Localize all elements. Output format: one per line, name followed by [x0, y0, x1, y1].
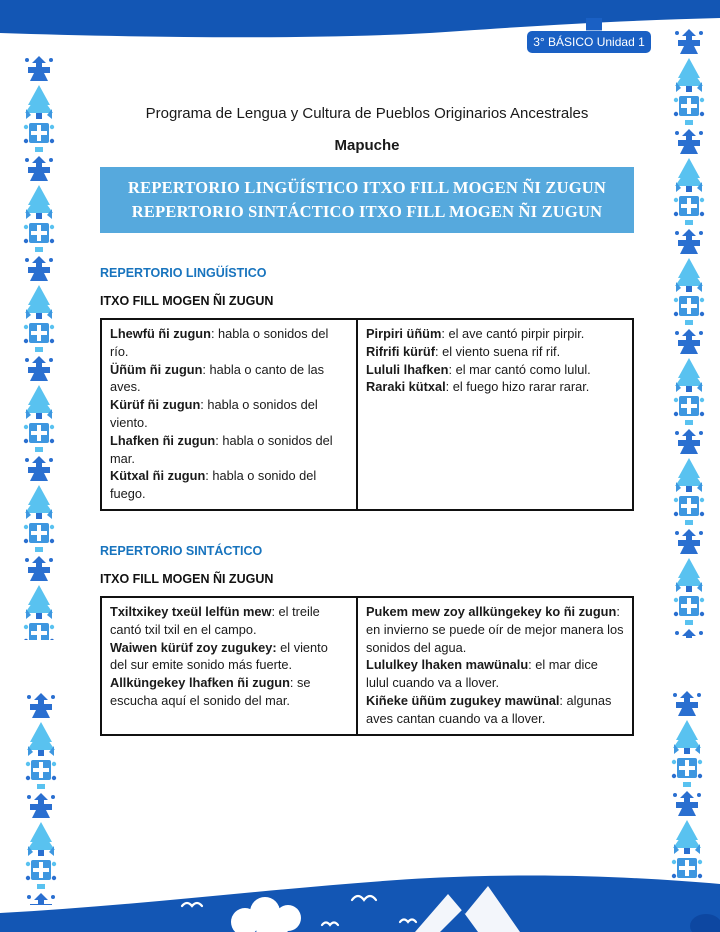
table-entry: Raraki kütxal: el fuego hizo rarar rarar. — [366, 379, 590, 395]
syntactic-repertoire-table — [100, 596, 634, 736]
table-entry: Txiltxikey txeül lelfün mew: el treile cantó txil txil en el campo. — [110, 603, 320, 637]
table-entry: Üñüm ñi zugun: habla o canto de las aves. — [110, 361, 325, 395]
table-entry: Pirpiri üñüm: el ave cantó pirpir pirpir. — [366, 326, 585, 341]
linguistic-repertoire-table — [100, 318, 634, 511]
bottom-landscape-band — [0, 870, 720, 932]
table-entry: Waiwen kürüf zoy zugukey: el viento del sur emite sonido más fuerte. — [110, 639, 328, 673]
table-cell-right — [358, 598, 632, 734]
table-entry: Lhewfü ñi zugun: habla o sonidos del río. — [110, 326, 329, 359]
table-entry: Kürüf ñi zugun: habla o sonidos del viento. — [110, 397, 318, 430]
right-border-ornament-top — [672, 28, 706, 638]
section-subheading-sintactico: ITXO FILL MOGEN ÑI ZUGUN — [100, 571, 274, 586]
main-content — [100, 0, 634, 736]
banner-line-2: REPERTORIO SINTÁCTICO ITXO FILL MOGEN ÑI ZUGUN — [131, 202, 603, 221]
table-entry: Rifrifi kürüf: el viento suena rif rif. — [366, 343, 561, 359]
table-entry: Lululkey lhaken mawünalu: el mar dice lulul cuando va a llover. — [366, 657, 598, 691]
left-border-ornament-top — [22, 55, 56, 640]
unit-badge-label: 3° BÁSICO Unidad 1 — [533, 35, 645, 49]
banner-line-1: REPERTORIO LINGÜÍSTICO ITXO FILL MOGEN ÑI ZUGUN — [128, 178, 606, 197]
table-cell-left — [102, 598, 358, 734]
section-heading-sintactico: REPERTORIO SINTÁCTICO — [100, 543, 263, 558]
table-entry: Kütxal ñi zugun: habla o sonido del fuego. — [110, 468, 317, 502]
table-cell-right — [358, 320, 632, 509]
section-heading-linguistico: REPERTORIO LINGÜÍSTICO — [100, 266, 267, 280]
program-title: Programa de Lengua y Cultura de Pueblos Originarios Ancestrales — [145, 105, 589, 122]
culture-title: Mapuche — [334, 137, 400, 154]
table-entry: Pukem mew zoy allküngekey ko ñi zugun: en invierno se puede oír de mejor manera los sonidos del agua. — [366, 603, 624, 655]
table-entry: Allküngekey lhafken ñi zugun: se escucha aquí el sonido del mar. — [110, 675, 311, 708]
table-entry: Lululi lhafken: el mar cantó como lulul. — [366, 361, 591, 377]
table-entry: Lhafken ñi zugun: habla o sonidos del mar. — [110, 432, 333, 466]
table-cell-left — [102, 320, 358, 509]
table-entry: Kiñeke üñüm zugukey mawünal: algunas aves cantan cuando va a llover. — [366, 692, 612, 726]
repertoire-banner — [100, 167, 634, 233]
section-subheading-linguistico: ITXO FILL MOGEN ÑI ZUGUN — [100, 294, 274, 308]
